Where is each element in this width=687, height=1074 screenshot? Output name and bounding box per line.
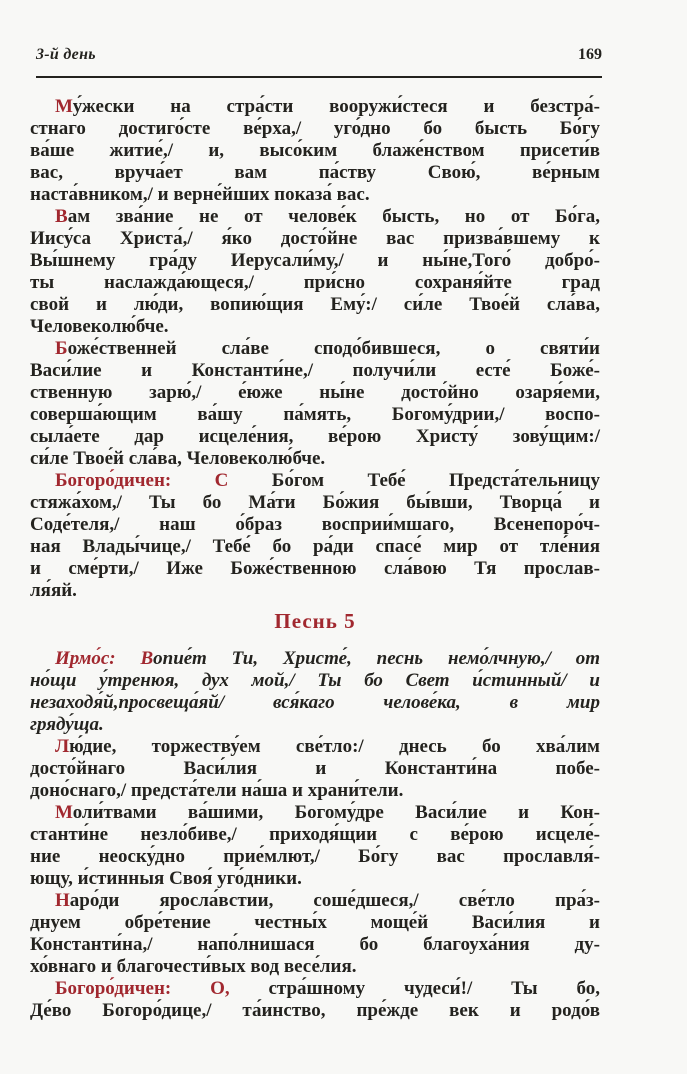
text-line: стнаго достиго́сте ве́рха,/ уго́дно бо бысть Бо́гу [30, 118, 600, 139]
text-line: свой и лю́ди, вопию́щия Ему́:/ си́ле Твое́й сла́ва, [30, 294, 600, 315]
text-line: доно́снаго,/ предста́тели на́ша и храни́тели. [30, 780, 404, 801]
text-line: ля́яй. [30, 580, 77, 601]
text-line: Де́во Богоро́дице,/ та́инство, пре́жде век и родо́в [30, 1000, 600, 1021]
text-line [30, 206, 600, 228]
red-initial: Н [55, 890, 70, 911]
text-block [30, 96, 600, 1022]
header-rule [36, 76, 602, 78]
text-line: стяжа́хом,/ Ты бо Ма́ти Бо́жия бы́вши, Творца́ и [30, 492, 600, 513]
song-heading: Песнь 5 [274, 609, 356, 633]
red-label-and-initial: Богоро́дичен: О, [55, 978, 230, 999]
line-text: ю́дие, торжеству́ем све́тло:/ днесь бо хва́лим [69, 736, 600, 757]
text-line [30, 802, 600, 824]
line-text: оли́твами ва́шими, Богому́дре Васи́лие и Кон- [72, 802, 600, 823]
troparion-1 [30, 96, 600, 206]
text-line: ты наслажда́ющеся,/ при́сно сохраня́йте град [30, 272, 600, 293]
text-line [30, 890, 600, 912]
text-line [30, 470, 600, 492]
text-line: незаходя́й,просвеща́яй/ вся́каго челове́ка, в мир [30, 692, 600, 713]
troparion-6 [30, 890, 600, 978]
line-text: оже́ственней сла́ве сподо́бившеся, о святи́и [67, 338, 600, 359]
text-line: ние неоску́дно прие́млют,/ Бо́гу вас прославля́- [30, 846, 600, 867]
text-line: днуем обре́тение честны́х моще́й Васи́лия и [30, 912, 600, 933]
troparion-2 [30, 206, 600, 338]
text-line: Константи́на,/ напо́лнишася бо благоуха́ния ду- [30, 934, 600, 955]
red-initial: Л [55, 736, 70, 757]
text-line: гряду́ща. [30, 714, 104, 735]
line-text: Бо́гом Тебе́ Предста́тельницу [228, 470, 600, 491]
bogorodichen-1 [30, 470, 600, 602]
troparion-3 [30, 338, 600, 470]
text-line: си́ле Твое́й сла́ва, Человеколю́бче. [30, 448, 326, 469]
text-line: Человеколю́бче. [30, 316, 169, 337]
text-line [30, 736, 600, 758]
text-line: сыла́ете дар исцеле́ния, ве́рою Христу́ зову́щим:/ [30, 426, 600, 447]
text-line: хо́внаго и благочести́вых вод весе́лия. [30, 956, 357, 977]
text-line: вас, вруча́ет вам па́ству Свою́, ве́рным [30, 162, 600, 183]
text-line: Иису́са Христа́,/ я́ко досто́йне вас призва́вшему к [30, 228, 600, 249]
line-text: аро́ди яросла́встии, соше́дшеся,/ све́тло пра́з- [69, 890, 600, 911]
red-initial: Б [55, 338, 68, 359]
irmos [30, 648, 600, 736]
text-line: Васи́лие и Константи́не,/ получи́ли есте́ Боже́- [30, 360, 600, 381]
red-initial: М [55, 802, 73, 823]
troparion-4 [30, 736, 600, 802]
line-text: ам зва́ние не от челове́к бысть, но от Бо́га, [67, 206, 600, 227]
troparion-5 [30, 802, 600, 890]
text-line [30, 96, 600, 118]
text-line: соверша́ющим ва́шу па́мять, Богому́дрии,/ воспо- [30, 404, 600, 425]
red-initial: М [55, 96, 73, 117]
text-line: Вы́шнему гра́ду Иерусали́му,/ и ны́не,Того́ добро́- [30, 250, 600, 271]
text-line: ва́ше житие́,/ и, высо́ким блаже́нством присети́в [30, 140, 600, 161]
bogorodichen-2 [30, 978, 600, 1022]
text-line: станти́не незло́биве,/ приходя́щии с ве́рою исцеле́- [30, 824, 600, 845]
text-line: досто́йнаго Васи́лия и Константи́на побе- [30, 758, 600, 779]
text-line [30, 648, 600, 670]
red-label-and-initial: Богоро́дичен: С [55, 470, 229, 491]
text-line: ющу, и́стинныя Своя́ уго́дники. [30, 868, 302, 889]
text-line: но́щи у́тренюя, дух мой,/ Ты бо Свет и́стинный/ и [30, 670, 600, 691]
text-line: ственную зарю́,/ е́юже ны́не досто́йно озаря́еми, [30, 382, 600, 403]
text-line: ная Влады́чице,/ Тебе́ бо ра́ди спасе́ мир от тле́ния [30, 536, 600, 557]
red-label-and-initial: Ирмо́с: В [55, 648, 154, 669]
text-line: и сме́рти,/ Иже Боже́ственною сла́вою Тя прослав- [30, 558, 600, 579]
text-line [30, 978, 600, 1000]
day-label: 3-й день [36, 46, 96, 63]
page-number: 169 [578, 46, 602, 63]
text-line: наста́вником,/ и верне́йших показа́ вас. [30, 184, 370, 205]
line-text: стра́шному чудеси́!/ Ты бо, [229, 978, 600, 999]
red-initial: В [55, 206, 68, 227]
line-text: у́жески на стра́сти вооружи́стеся и безстра́- [72, 96, 600, 117]
text-line: Соде́теля,/ наш о́браз восприи́мшаго, Всенепоро́ч- [30, 514, 600, 535]
text-line [30, 338, 600, 360]
running-header [36, 46, 602, 64]
line-text: опие́т Ти, Христе́, песнь немо́лчную,/ от [153, 648, 600, 669]
